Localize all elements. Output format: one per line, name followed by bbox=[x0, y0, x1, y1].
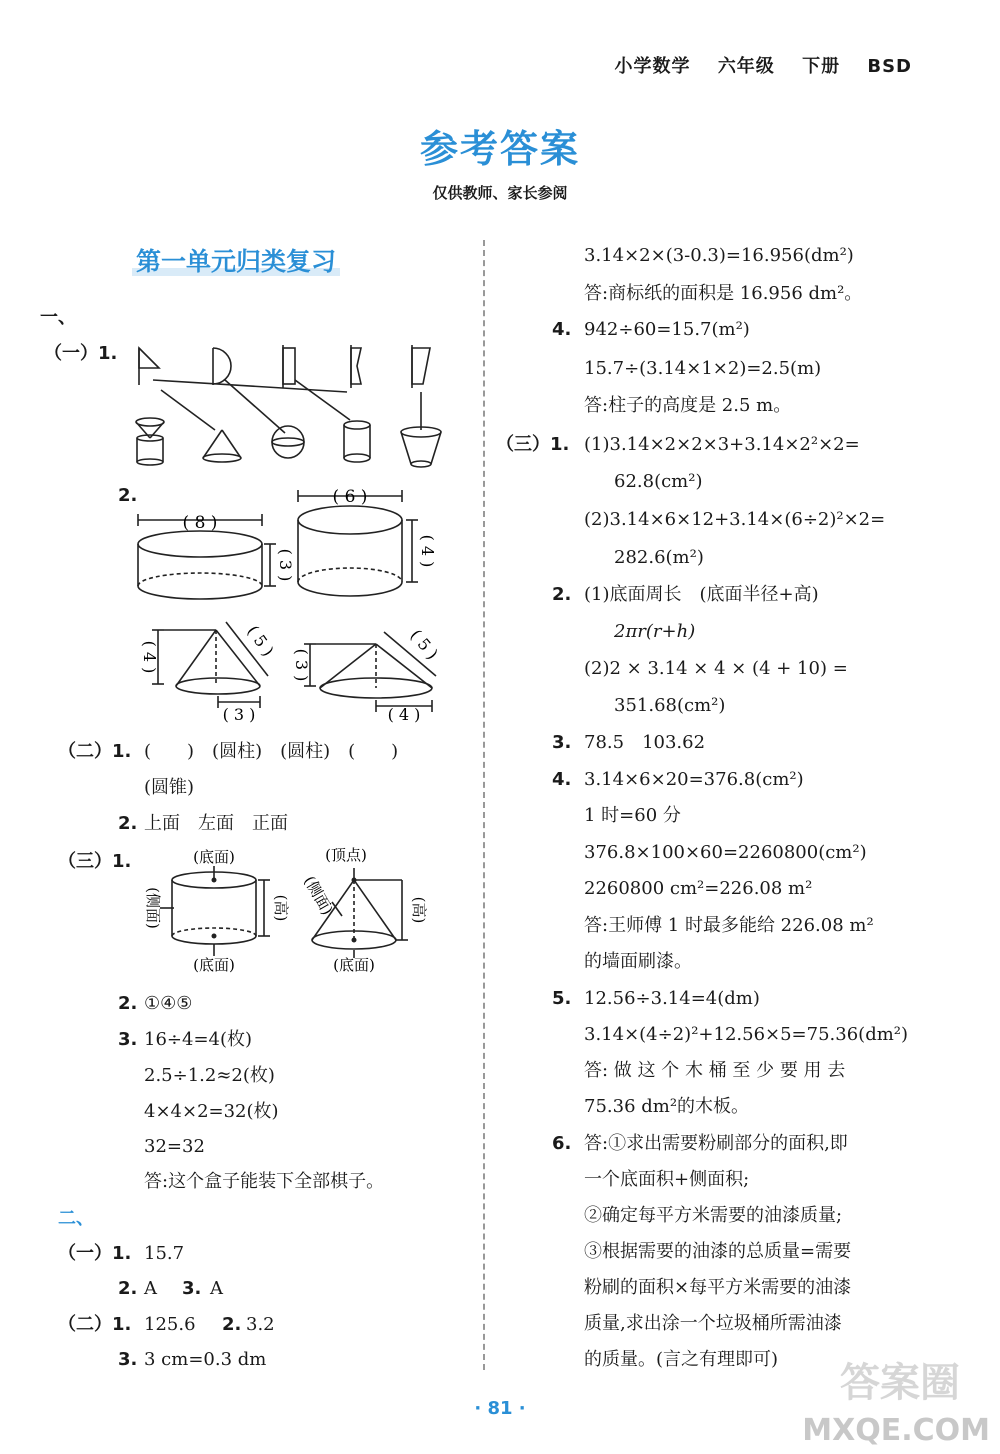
r-q4-line: 376.8×100×60=2260800(cm²) bbox=[584, 842, 867, 863]
s2-part-1-label: （一）1. bbox=[58, 1243, 132, 1264]
header-grade: 六年级 bbox=[717, 56, 775, 77]
part-3-2-label: 2. bbox=[118, 993, 138, 1014]
section-2-heading: 二、 bbox=[58, 1208, 94, 1229]
header-term: 下册 bbox=[802, 56, 841, 77]
part-3-2-answer: ①④⑤ bbox=[144, 993, 193, 1014]
s2-part-2-answer: 125.6 bbox=[144, 1314, 196, 1335]
cone1-slant: ( 5 ) bbox=[243, 621, 278, 660]
r-q4-label: 4. bbox=[552, 769, 572, 790]
q4-label: 4. bbox=[552, 319, 572, 340]
part-3-3-line: 16÷4=4(枚) bbox=[144, 1029, 253, 1050]
cone-figure bbox=[130, 614, 450, 729]
unit-title: 第一单元归类复习 bbox=[136, 242, 336, 278]
r-part-3-1-line: 282.6(m²) bbox=[614, 547, 704, 568]
s2-part-2-2-label: 2. bbox=[222, 1314, 242, 1335]
label-width-8: ( 8 ) bbox=[182, 513, 218, 533]
r-q2-label: 2. bbox=[552, 584, 572, 605]
r-q4-line: 3.14×6×20=376.8(cm²) bbox=[584, 769, 804, 790]
q4-line: 15.7÷(3.14×1×2)=2.5(m) bbox=[584, 358, 822, 379]
part-3-3-line: 答:这个盒子能装下全部棋子。 bbox=[144, 1171, 385, 1192]
r-part-3-1-line: (2)3.14×6×12+3.14×(6÷2)²×2= bbox=[584, 509, 886, 530]
cone-apex-label: (顶点) bbox=[325, 846, 367, 864]
page-header bbox=[595, 52, 912, 78]
s2-q3-answer: A bbox=[210, 1278, 223, 1299]
r-q2-line: 2πr(r+h) bbox=[614, 621, 696, 642]
s2-part-2-3-answer: 3 cm=0.3 dm bbox=[144, 1349, 267, 1370]
label-height-3: ( 3 ) bbox=[276, 548, 295, 582]
r-q6-line: 质量,求出涂一个垃圾桶所需油漆 bbox=[584, 1313, 842, 1334]
r-q5-label: 5. bbox=[552, 988, 572, 1009]
header-edition: BSD bbox=[867, 56, 912, 77]
s2-q2-label: 2. bbox=[118, 1278, 138, 1299]
r-q4-line: 2260800 cm²=226.08 m² bbox=[584, 878, 813, 899]
right-line: 3.14×2×(3-0.3)=16.956(dm²) bbox=[584, 245, 854, 266]
part-1-2-label: 2. bbox=[118, 485, 138, 506]
s2-part-2-2-answer: 3.2 bbox=[246, 1314, 275, 1335]
part-3-3-label: 3. bbox=[118, 1029, 138, 1050]
r-q3-label: 3. bbox=[552, 732, 572, 753]
q4-line: 答:柱子的高度是 2.5 m。 bbox=[584, 395, 792, 416]
watermark-logo: 答案圈 bbox=[840, 1359, 960, 1406]
cyl-bottom-label: (底面) bbox=[193, 956, 235, 974]
matching-figure bbox=[125, 340, 455, 475]
page-title: 参考答案 bbox=[419, 127, 580, 171]
s2-part-1-answer: 15.7 bbox=[144, 1243, 185, 1264]
cone2-radius: ( 4 ) bbox=[387, 705, 421, 724]
r-q5-line: 答: 做 这 个 木 桶 至 少 要 用 去 bbox=[584, 1060, 846, 1081]
r-q3-answer: 78.5 103.62 bbox=[584, 732, 706, 753]
cone2-slant: ( 5 ) bbox=[406, 625, 443, 664]
part-3-3-line: 4×4×2=32(枚) bbox=[144, 1101, 279, 1122]
part-2-2-label: 2. bbox=[118, 813, 138, 834]
r-q6-line: ②确定每平方米需要的油漆质量; bbox=[584, 1205, 843, 1226]
section-1-heading: 一、 bbox=[40, 307, 76, 328]
r-q6-label: 6. bbox=[552, 1133, 572, 1154]
right-line: 答:商标纸的面积是 16.956 dm²。 bbox=[584, 283, 863, 304]
cone-height-label: (高) bbox=[410, 896, 428, 924]
s2-q3-label: 3. bbox=[182, 1278, 202, 1299]
part-3-3-line: 2.5÷1.2≈2(枚) bbox=[144, 1065, 275, 1086]
cone1-radius: ( 3 ) bbox=[222, 705, 256, 724]
r-q2-line: (1)底面周长 (底面半径+高) bbox=[584, 584, 819, 605]
q4-line: 942÷60=15.7(m²) bbox=[584, 319, 750, 340]
labeled-solids-figure bbox=[136, 844, 446, 979]
cone1-height: ( 4 ) bbox=[140, 640, 159, 674]
cylinder-figure bbox=[130, 482, 450, 612]
header-subject: 小学数学 bbox=[614, 56, 691, 77]
r-q5-line: 12.56÷3.14=4(dm) bbox=[584, 988, 760, 1009]
r-q4-line: 答:王师傅 1 时最多能给 226.08 m² bbox=[584, 915, 874, 936]
cone-bottom-label: (底面) bbox=[333, 956, 375, 974]
r-q6-line: 答:①求出需要粉刷部分的面积,即 bbox=[584, 1133, 848, 1154]
watermark-url: MXQE.COM bbox=[802, 1413, 990, 1448]
r-q4-line: 1 时=60 分 bbox=[584, 805, 681, 826]
cone-side-label: (侧面) bbox=[300, 872, 337, 919]
r-part-3-1-line: 62.8(cm²) bbox=[614, 471, 703, 492]
r-part-3-label: （三）1. bbox=[496, 434, 570, 455]
part-1-label: （一）1. bbox=[44, 343, 118, 364]
part-2-1-answer-b: (圆锥) bbox=[144, 777, 195, 798]
r-q5-line: 75.36 dm²的木板。 bbox=[584, 1096, 750, 1117]
cyl-top-label: (底面) bbox=[193, 848, 235, 866]
r-q2-line: (2)2 × 3.14 × 4 × (4 + 10) = bbox=[584, 658, 848, 679]
part-2-2-answer: 上面 左面 正面 bbox=[144, 813, 288, 834]
part-2-1-answer: ( ) (圆柱) (圆柱) ( ) bbox=[144, 741, 399, 762]
label-width-6: ( 6 ) bbox=[332, 487, 368, 507]
r-q6-line: 一个底面积+侧面积; bbox=[584, 1169, 750, 1190]
cyl-side-label: (侧面) bbox=[144, 887, 162, 929]
cone2-height: ( 3 ) bbox=[292, 648, 311, 682]
r-q5-line: 3.14×(4÷2)²+12.56×5=75.36(dm²) bbox=[584, 1024, 909, 1045]
column-divider bbox=[483, 240, 485, 1370]
part-3-3-line: 32=32 bbox=[144, 1136, 205, 1157]
s2-q2-answer: A bbox=[144, 1278, 157, 1299]
r-q4-line: 的墙面刷漆。 bbox=[584, 951, 692, 972]
s2-part-2-3-label: 3. bbox=[118, 1349, 138, 1370]
page-subtitle: 仅供教师、家长参阅 bbox=[432, 184, 568, 202]
page-number: · 81 · bbox=[474, 1398, 526, 1419]
label-height-4: ( 4 ) bbox=[418, 534, 437, 568]
r-part-3-1-line: (1)3.14×2×2×3+3.14×2²×2= bbox=[584, 434, 860, 455]
r-q6-line: 粉刷的面积×每平方米需要的油漆 bbox=[584, 1277, 852, 1298]
s2-part-2-label: （二）1. bbox=[58, 1314, 132, 1335]
r-q6-line: ③根据需要的油漆的总质量=需要 bbox=[584, 1241, 852, 1262]
cyl-height-label: (高) bbox=[272, 894, 290, 922]
part-2-label: （二）1. bbox=[58, 741, 132, 762]
part-3-label: （三）1. bbox=[58, 851, 132, 872]
r-q6-line: 的质量。(言之有理即可) bbox=[584, 1349, 779, 1370]
r-q2-line: 351.68(cm²) bbox=[614, 695, 726, 716]
